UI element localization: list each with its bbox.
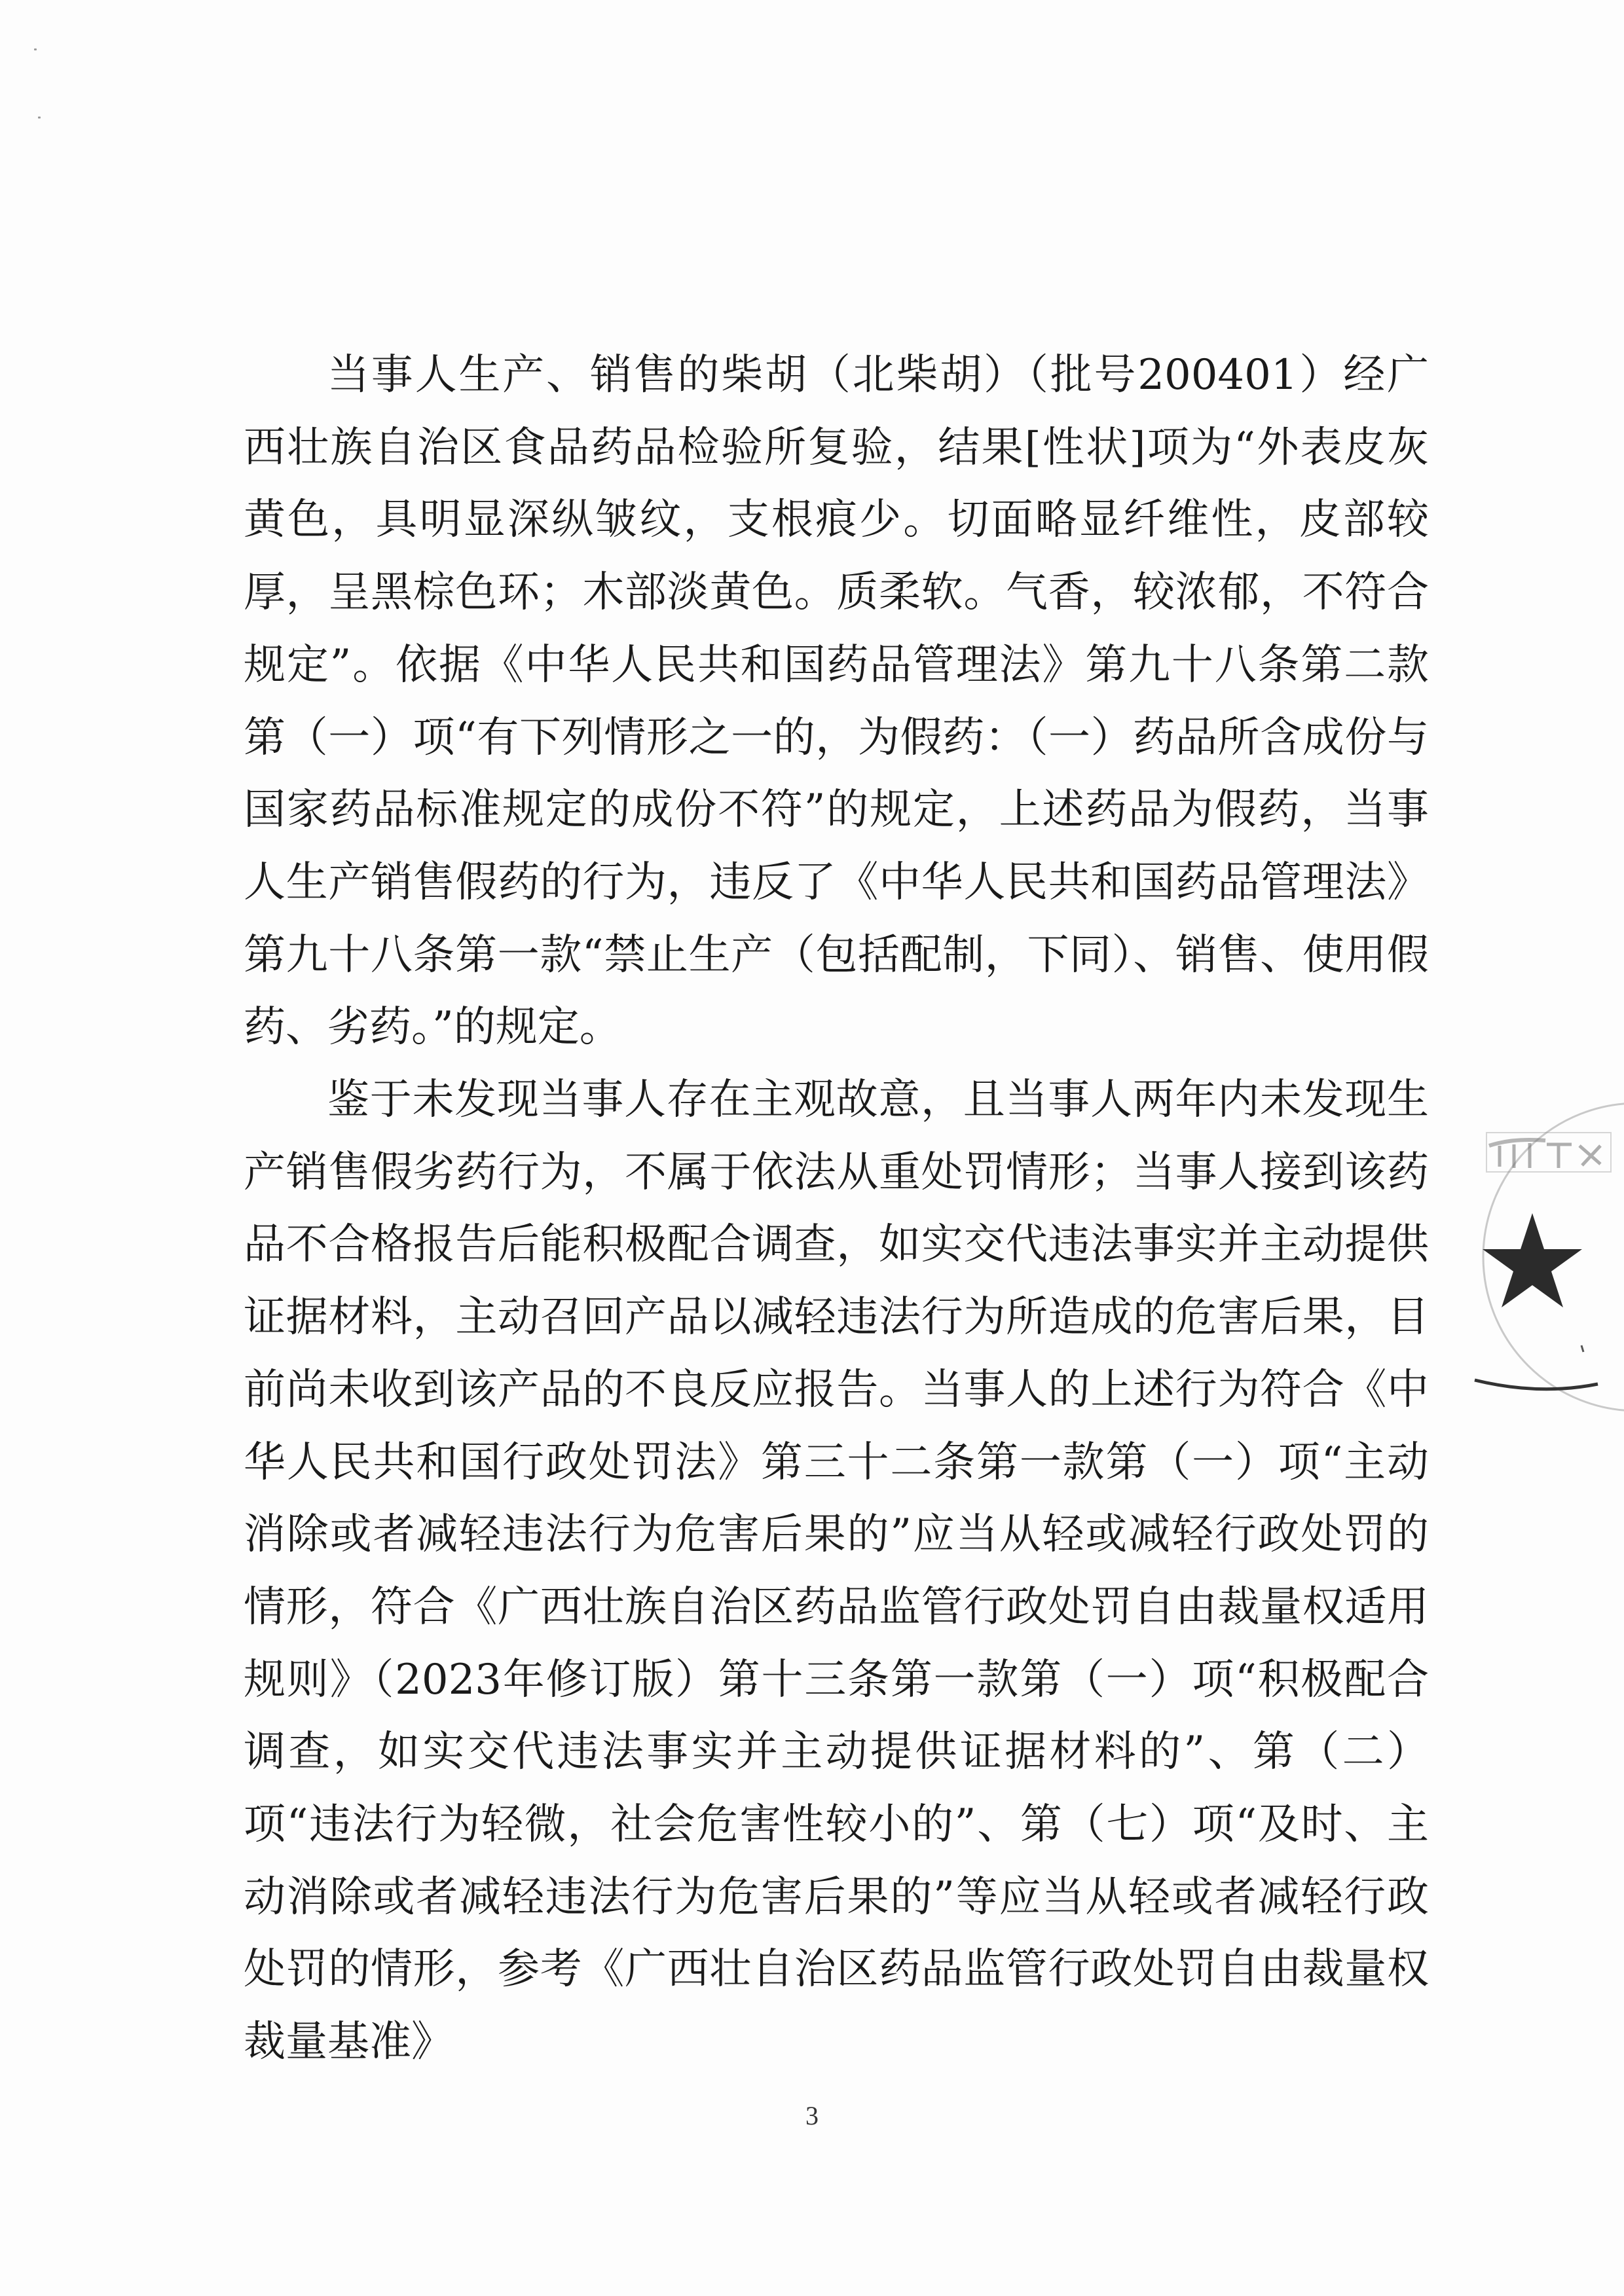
official-seal-icon xyxy=(1467,1087,1624,1453)
page-number: 3 xyxy=(805,2101,819,2130)
paragraph-mitigation: 鉴于未发现当事人存在主观故意，且当事人两年内未发现生产销售假劣药行为，不属于依法从重处罚情形；当事人接到该药品不合格报告后能积极配合调查，如实交代违法事实并主动提供证据材料，主动召回产品以减轻违法行为所造成的危害后果，目前尚未收到该产品的不良反应报告。当事人的上述行为符合《中华人民共和国行政处罚法》第三十二条第一款第（一）项“主动消除或者减轻违法行为危害后果的”应当从轻或减轻行政处罚的情形，符合《广西壮族自治区药品监管行政处罚自由裁量权适用规则》（2023年修订版）第十三条第一款第（一）项“积极配合调查，如实交代违法事实并主动提供证据材料的”、第（二）项“违法行为轻微，社会危害性较小的”、第（七）项“及时、主动消除或者减轻违法行为危害后果的”等应当从轻或者减轻行政处罚的情形，参考《广西壮自治区药品监管行政处罚自由裁量权裁量基准》 xyxy=(244,1076,1429,2067)
scan-speck xyxy=(38,117,41,118)
paragraph-violation: 当事人生产、销售的柴胡（北柴胡）（批号200401）经广西壮族自治区食品药品检验所复验，结果[性状]项为“外表皮灰黄色，具明显深纵皱纹，支根痕少。切面略显纤维性，皮部较厚，呈黑棕色环；木部淡黄色。质柔软。气香，较浓郁，不符合规定”。依据《中华人民共和国药品管理法》第九十八条第二款第（一）项“有下列情形之一的，为假药：（一）药品所含成份与国家药品标准规定的成份不符”的规定，上述药品为假药，当事人生产销售假药的行为，违反了《中华人民共和国药品管理法》第九十八条第一款“禁止生产（包括配制，下同）、销售、使用假药、劣药。”的规定。 xyxy=(244,351,1429,1052)
scan-speck xyxy=(34,48,37,50)
document-body xyxy=(244,339,1429,2079)
